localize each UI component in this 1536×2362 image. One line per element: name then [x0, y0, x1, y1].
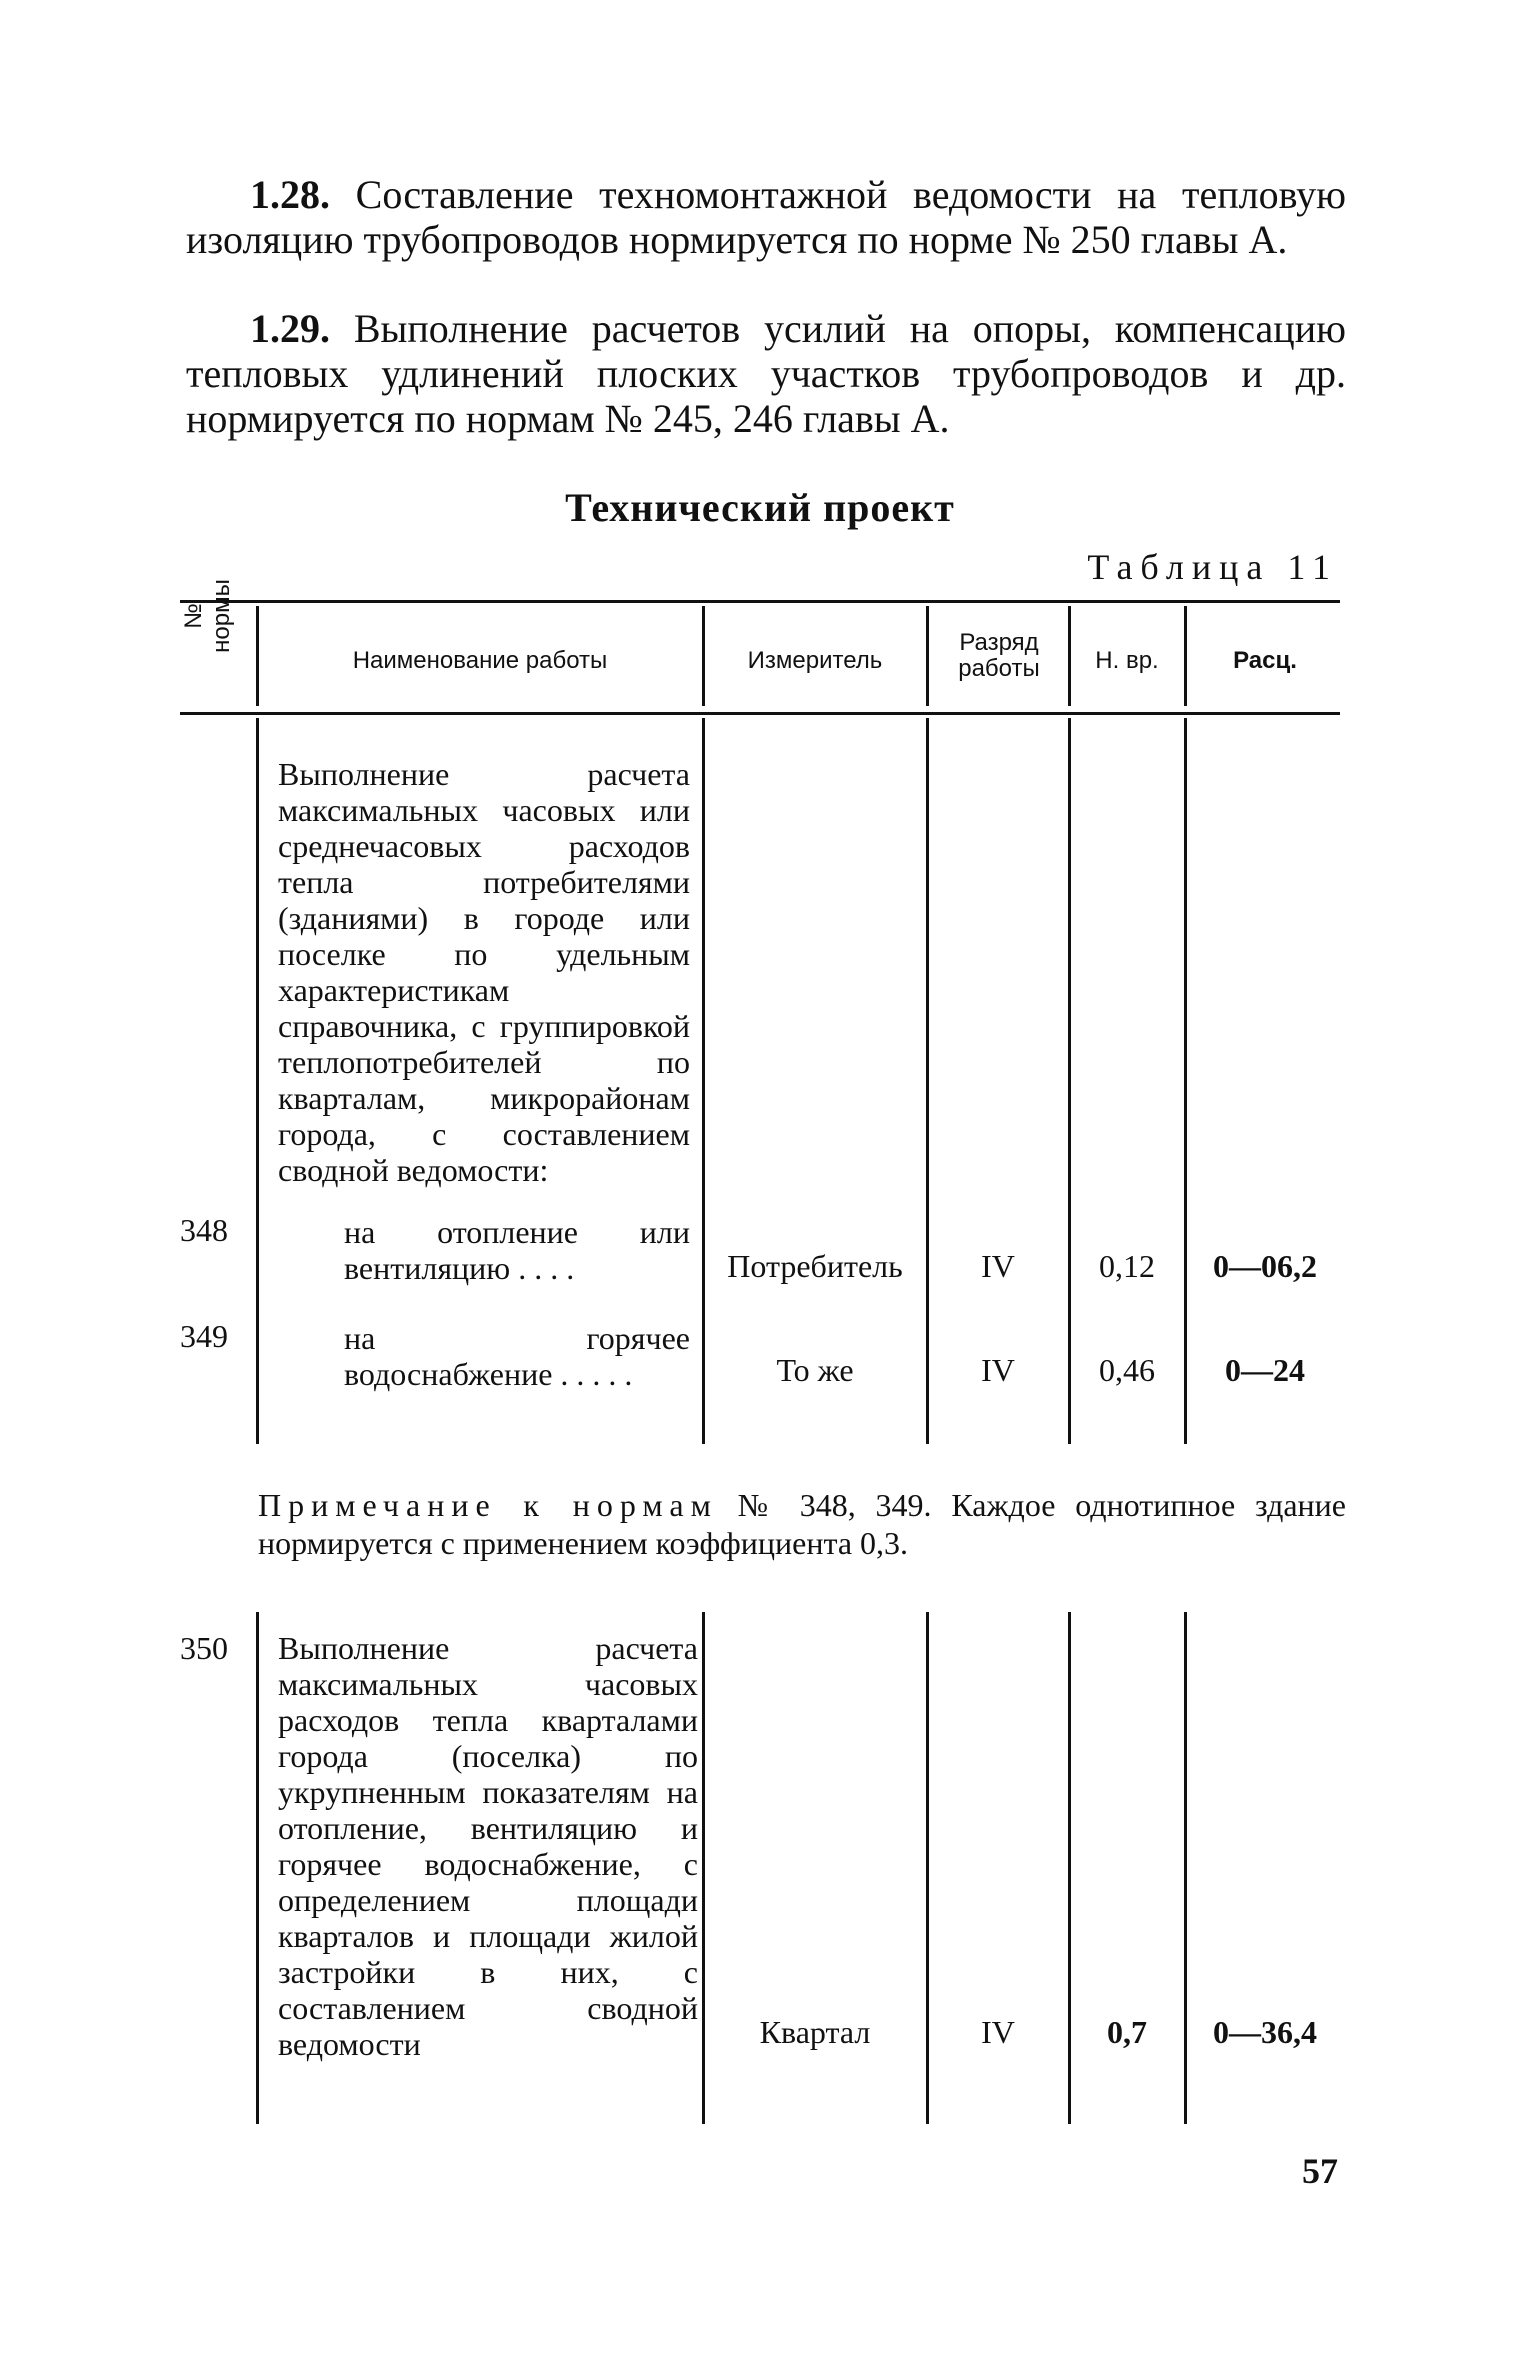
rate: 0—36,4	[1213, 2014, 1317, 2050]
paragraph-text: Составление техномонтажной ведомости на тепловую изоляцию трубопроводов нормируется по норме № 250 главы А.	[186, 172, 1346, 262]
col-divider	[1184, 606, 1187, 706]
norm-number: 350	[180, 1630, 228, 1666]
grade: IV	[981, 1248, 1015, 1284]
table-note	[258, 1486, 1346, 1562]
col-divider	[256, 718, 259, 1444]
grade: IV	[981, 1352, 1015, 1388]
unit: Квартал	[759, 2014, 871, 2050]
header-name: Наименование работы	[352, 647, 608, 674]
header-unit: Измеритель	[747, 647, 883, 674]
paragraph-text: Выполнение расчетов усилий на опоры, компенсацию тепловых удлинений плоских участков трубопроводов и др. нормируется по нормам № 245, 246 главы А.	[186, 306, 1346, 441]
col-divider	[926, 718, 929, 1444]
header-norm-no: № нормы	[180, 579, 235, 653]
group-description: Выполнение расчета максимальных часовых или среднечасовых расходов тепла потребителями (зданиями) в городе или поселке по удельным характеристикам справочника, с группировкой теплопотребителей по кварталам, микрорайонам города, с составлением сводной ведомости:	[278, 756, 690, 1188]
table-top-rule	[180, 600, 1340, 603]
norm-number: 349	[180, 1318, 228, 1354]
norm-time: 0,46	[1099, 1352, 1155, 1388]
work-name: Выполнение расчета максимальных часовых расходов тепла кварталами города (поселка) по укрупненным показателям на отопление, вентиляцию и горячее водоснабжение, с определением площади кварталов и площади жилой застройки в них, с составлением сводной ведомости	[278, 1630, 698, 2062]
col-divider	[1068, 718, 1071, 1444]
col-divider	[256, 1612, 259, 2124]
unit: То же	[776, 1352, 854, 1388]
col-divider	[1068, 1612, 1071, 2124]
work-name: на отопление или вентиляцию . . . .	[344, 1214, 690, 1286]
col-divider	[702, 718, 705, 1444]
table-label: Таблица 11	[1087, 547, 1338, 587]
header-grade: Разряд работы	[958, 629, 1040, 682]
col-divider	[1068, 606, 1071, 706]
grade: IV	[981, 2014, 1015, 2050]
header-rate: Расц.	[1233, 647, 1297, 674]
work-name: на горячее водоснабжение . . . . .	[344, 1320, 690, 1392]
col-divider	[702, 606, 705, 706]
paragraph-number: 1.28.	[250, 172, 330, 217]
header-time: Н. вр.	[1095, 647, 1159, 674]
paragraph-1-28	[186, 172, 1346, 262]
norm-time: 0,7	[1107, 2014, 1147, 2050]
col-divider	[1184, 718, 1187, 1444]
col-divider	[702, 1612, 705, 2124]
paragraph-number: 1.29.	[250, 306, 330, 351]
col-divider	[1184, 1612, 1187, 2124]
norm-time: 0,12	[1099, 1248, 1155, 1284]
rate: 0—24	[1225, 1352, 1305, 1388]
table-header-rule	[180, 712, 1340, 715]
page-number: 57	[1302, 2151, 1338, 2191]
norm-number: 348	[180, 1212, 228, 1248]
col-divider	[256, 606, 259, 706]
unit: Потребитель	[727, 1248, 903, 1284]
paragraph-1-29	[186, 306, 1346, 441]
col-divider	[926, 606, 929, 706]
note-label: Примечание к нормам	[258, 1487, 718, 1523]
rate: 0—06,2	[1213, 1248, 1317, 1284]
section-title: Технический проект	[565, 485, 955, 530]
note-text: № 348, 349. Каждое однотипное здание нормируется с применением коэффициента 0,3.	[258, 1487, 1346, 1561]
col-divider	[926, 1612, 929, 2124]
